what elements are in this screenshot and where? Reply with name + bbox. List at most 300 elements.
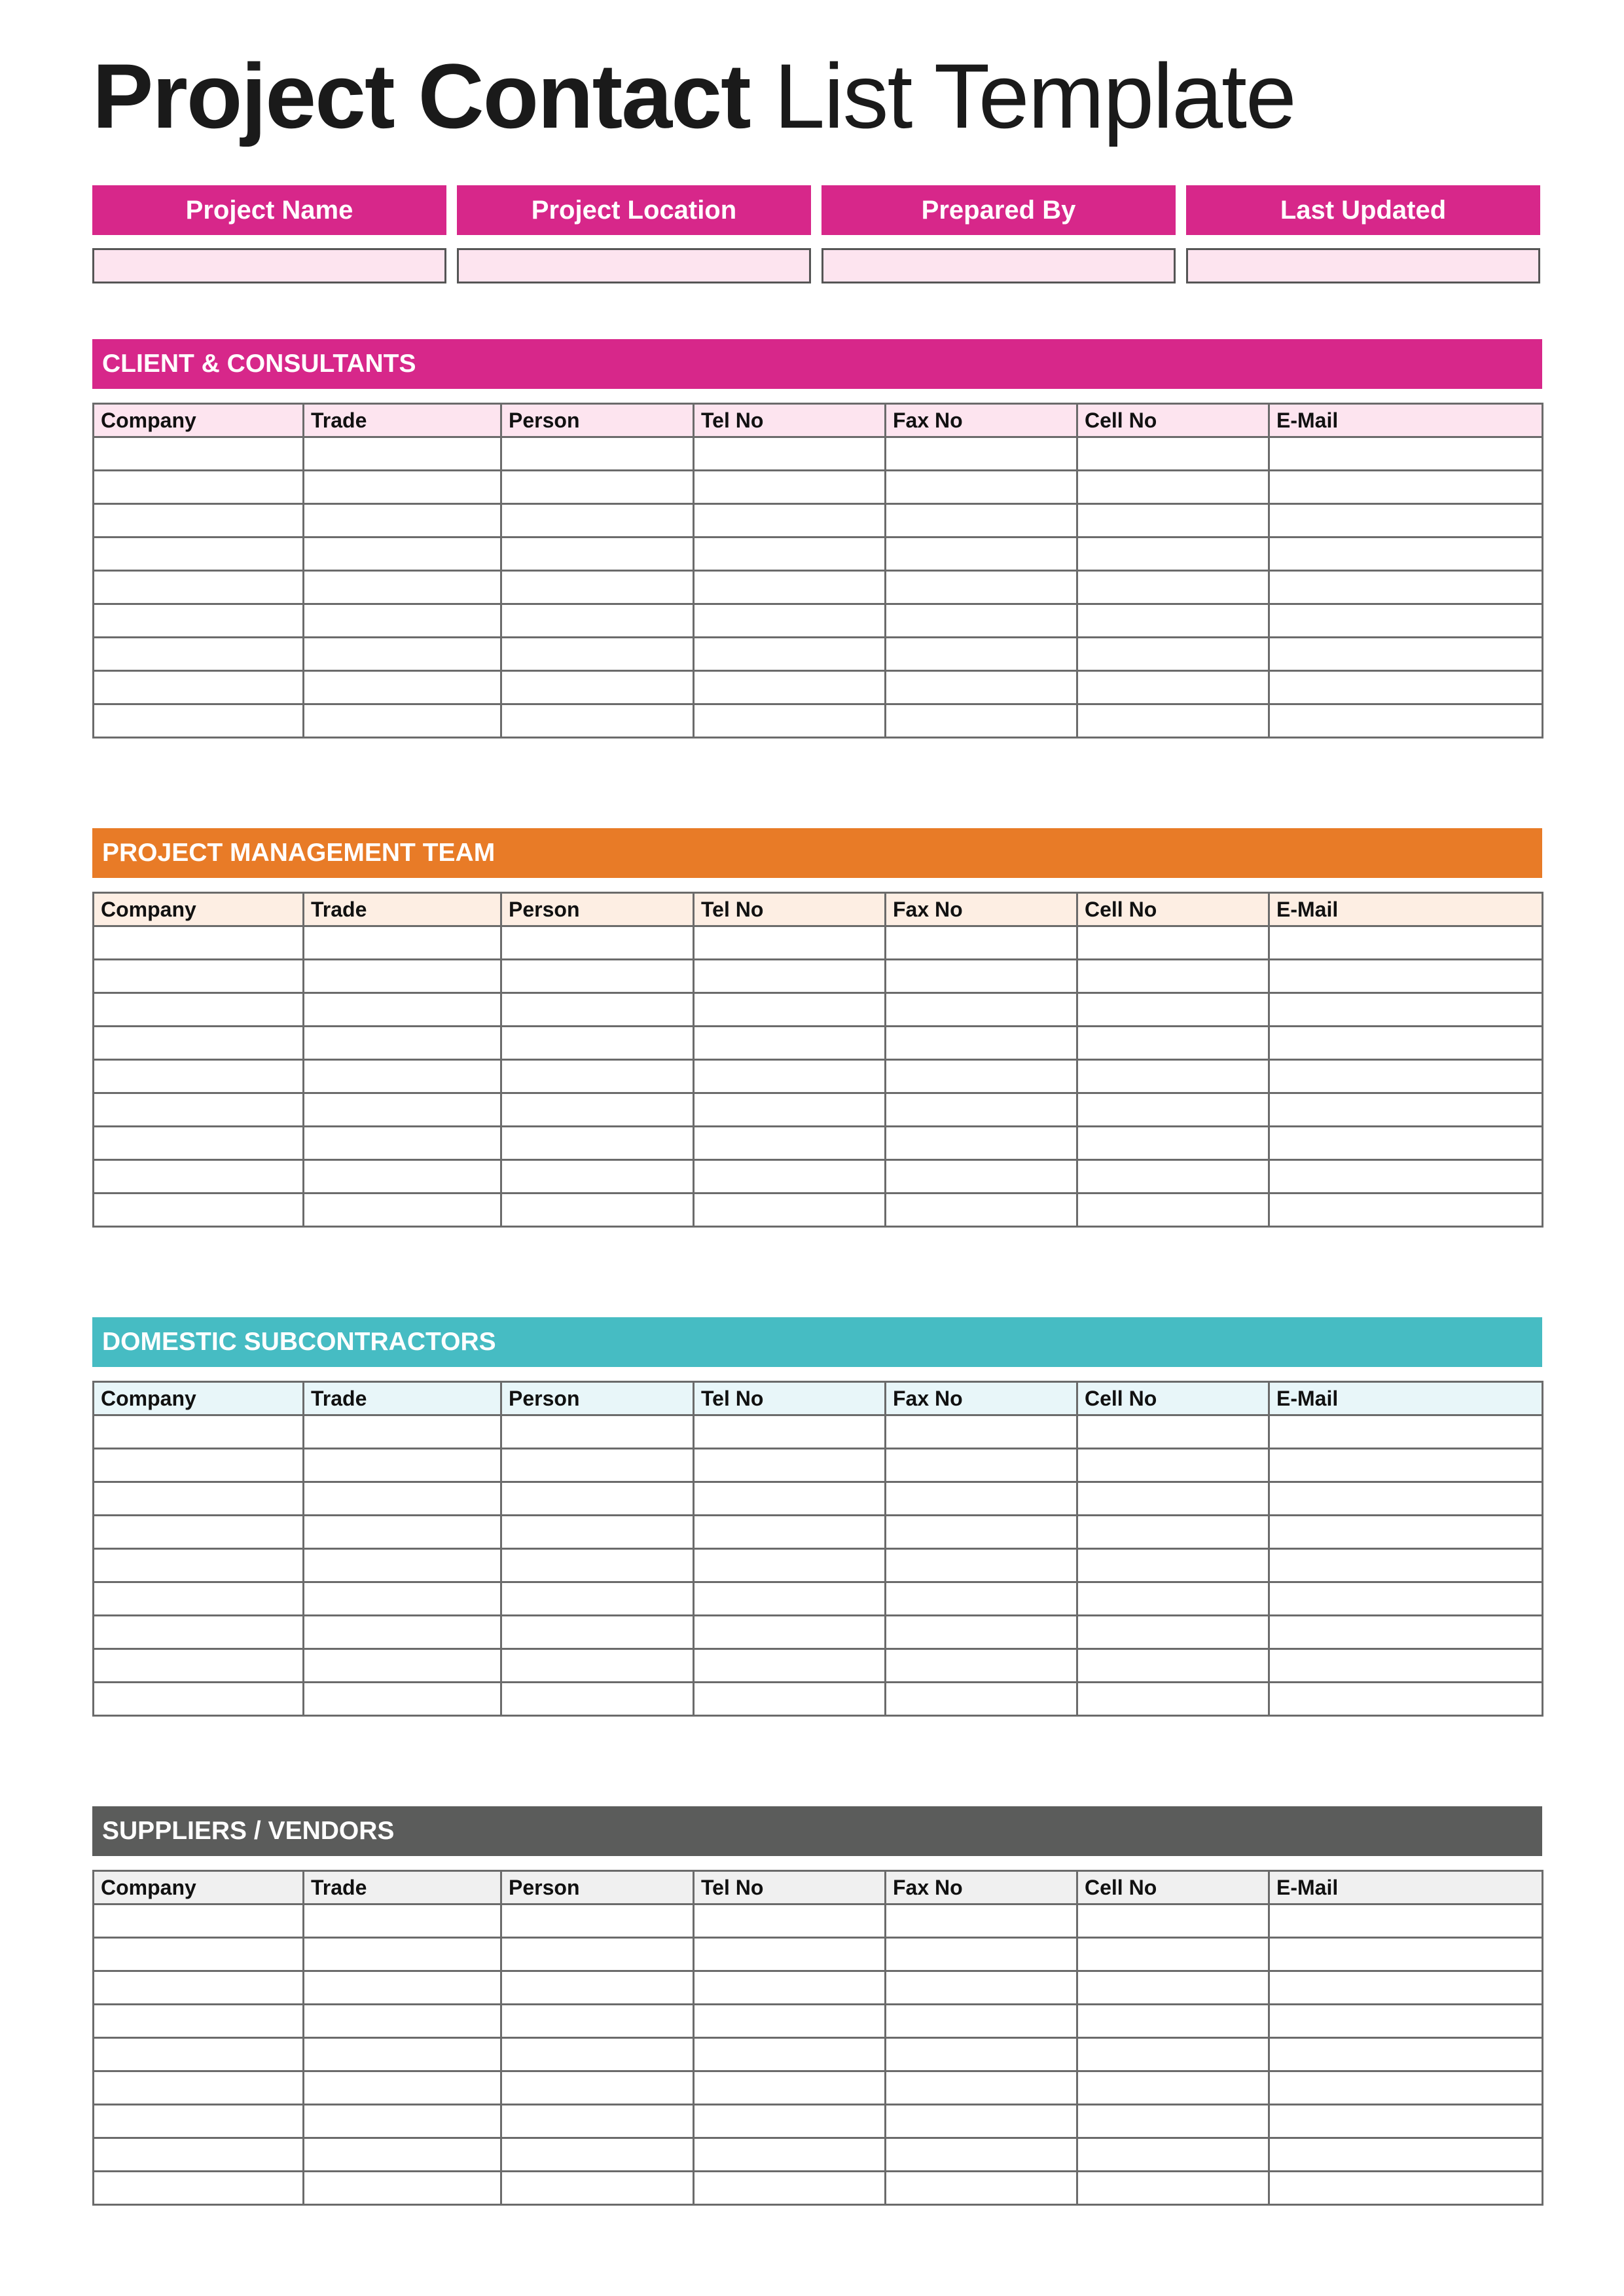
table-cell[interactable] bbox=[501, 1616, 694, 1649]
column-header: Cell No bbox=[1077, 893, 1269, 926]
column-header: Company bbox=[94, 1382, 304, 1415]
table-cell[interactable] bbox=[886, 2138, 1077, 2172]
table-cell[interactable] bbox=[1077, 2038, 1269, 2071]
table-cell[interactable] bbox=[886, 1904, 1077, 1938]
contact-table bbox=[92, 1870, 1543, 2206]
table-cell[interactable] bbox=[694, 1415, 886, 1449]
column-header: Cell No bbox=[1077, 1871, 1269, 1904]
table-cell[interactable] bbox=[1269, 471, 1543, 504]
table-cell[interactable] bbox=[886, 1649, 1077, 1683]
table-cell[interactable] bbox=[886, 571, 1077, 604]
table-cell[interactable] bbox=[304, 1027, 501, 1060]
table-cell[interactable] bbox=[501, 471, 694, 504]
table-cell[interactable] bbox=[1269, 1938, 1543, 1971]
table-cell[interactable] bbox=[1269, 1093, 1543, 1127]
table-cell[interactable] bbox=[694, 2071, 886, 2105]
table-cell[interactable] bbox=[886, 2005, 1077, 2038]
table-cell[interactable] bbox=[694, 1127, 886, 1160]
table-cell[interactable] bbox=[304, 471, 501, 504]
prepared-by-field[interactable] bbox=[821, 248, 1176, 283]
table-cell[interactable] bbox=[501, 2038, 694, 2071]
table-cell[interactable] bbox=[94, 1516, 304, 1549]
table-cell[interactable] bbox=[1269, 2105, 1543, 2138]
table-cell[interactable] bbox=[304, 2172, 501, 2205]
table-cell[interactable] bbox=[304, 604, 501, 638]
table-cell[interactable] bbox=[501, 1482, 694, 1516]
table-cell[interactable] bbox=[94, 960, 304, 993]
table-cell[interactable] bbox=[1077, 1127, 1269, 1160]
table-cell[interactable] bbox=[694, 960, 886, 993]
table-cell[interactable] bbox=[94, 2138, 304, 2172]
table-cell[interactable] bbox=[501, 504, 694, 538]
table-cell[interactable] bbox=[1077, 1060, 1269, 1093]
meta-label: Prepared By bbox=[821, 185, 1176, 235]
table-cell[interactable] bbox=[886, 538, 1077, 571]
table-cell[interactable] bbox=[94, 2071, 304, 2105]
table-cell[interactable] bbox=[694, 1482, 886, 1516]
table-cell[interactable] bbox=[304, 960, 501, 993]
table-cell[interactable] bbox=[501, 2172, 694, 2205]
table-cell[interactable] bbox=[886, 2071, 1077, 2105]
table-cell[interactable] bbox=[94, 2172, 304, 2205]
title-light: List Template bbox=[774, 45, 1295, 147]
table-cell[interactable] bbox=[501, 1127, 694, 1160]
table-cell[interactable] bbox=[501, 993, 694, 1027]
table-cell[interactable] bbox=[1269, 1060, 1543, 1093]
table-cell[interactable] bbox=[304, 1160, 501, 1194]
table-cell[interactable] bbox=[304, 504, 501, 538]
meta-label: Last Updated bbox=[1186, 185, 1540, 235]
table-cell[interactable] bbox=[94, 1027, 304, 1060]
project-info bbox=[92, 185, 1542, 287]
table-row bbox=[94, 1649, 1543, 1683]
table-cell[interactable] bbox=[304, 1971, 501, 2005]
table-cell[interactable] bbox=[501, 926, 694, 960]
table-cell[interactable] bbox=[1269, 1027, 1543, 1060]
table-cell[interactable] bbox=[694, 1549, 886, 1582]
table-cell[interactable] bbox=[694, 1194, 886, 1227]
table-cell[interactable] bbox=[304, 1549, 501, 1582]
table-cell[interactable] bbox=[94, 1683, 304, 1716]
table-cell[interactable] bbox=[1077, 671, 1269, 704]
table-cell[interactable] bbox=[694, 1582, 886, 1616]
table-cell[interactable] bbox=[94, 1160, 304, 1194]
table-cell[interactable] bbox=[304, 2071, 501, 2105]
table-row bbox=[94, 2038, 1543, 2071]
table-cell[interactable] bbox=[94, 1938, 304, 1971]
table-cell[interactable] bbox=[886, 2172, 1077, 2205]
table-cell[interactable] bbox=[1269, 638, 1543, 671]
column-header: Tel No bbox=[694, 1382, 886, 1415]
table-cell[interactable] bbox=[501, 704, 694, 738]
table-cell[interactable] bbox=[501, 960, 694, 993]
table-cell[interactable] bbox=[694, 1904, 886, 1938]
project-name-field[interactable] bbox=[92, 248, 446, 283]
table-cell[interactable] bbox=[694, 471, 886, 504]
table-cell[interactable] bbox=[1269, 704, 1543, 738]
table-cell[interactable] bbox=[694, 1616, 886, 1649]
table-cell[interactable] bbox=[886, 471, 1077, 504]
table-cell[interactable] bbox=[94, 1449, 304, 1482]
table-cell[interactable] bbox=[1077, 1549, 1269, 1582]
table-cell[interactable] bbox=[501, 1971, 694, 2005]
table-cell[interactable] bbox=[501, 538, 694, 571]
table-cell[interactable] bbox=[1077, 1971, 1269, 2005]
table-cell[interactable] bbox=[1269, 1415, 1543, 1449]
table-cell[interactable] bbox=[501, 638, 694, 671]
table-cell[interactable] bbox=[1269, 571, 1543, 604]
column-header: Company bbox=[94, 404, 304, 437]
table-cell[interactable] bbox=[694, 571, 886, 604]
table-cell[interactable] bbox=[501, 437, 694, 471]
table-cell[interactable] bbox=[1269, 1904, 1543, 1938]
table-cell[interactable] bbox=[886, 1127, 1077, 1160]
table-cell[interactable] bbox=[94, 1093, 304, 1127]
table-cell[interactable] bbox=[304, 1516, 501, 1549]
table-cell[interactable] bbox=[694, 671, 886, 704]
table-cell[interactable] bbox=[1077, 471, 1269, 504]
table-cell[interactable] bbox=[304, 2005, 501, 2038]
table-cell[interactable] bbox=[94, 1127, 304, 1160]
project-location-field[interactable] bbox=[457, 248, 811, 283]
table-cell[interactable] bbox=[694, 1027, 886, 1060]
section-title: DOMESTIC SUBCONTRACTORS bbox=[92, 1317, 1542, 1367]
table-cell[interactable] bbox=[694, 2105, 886, 2138]
column-header: E-Mail bbox=[1269, 1382, 1543, 1415]
table-cell[interactable] bbox=[501, 1683, 694, 1716]
table-cell[interactable] bbox=[1269, 604, 1543, 638]
last-updated-field[interactable] bbox=[1186, 248, 1540, 283]
column-header: Trade bbox=[304, 404, 501, 437]
table-cell[interactable] bbox=[1269, 2071, 1543, 2105]
table-cell[interactable] bbox=[1077, 1683, 1269, 1716]
column-header: Trade bbox=[304, 1871, 501, 1904]
table-cell[interactable] bbox=[304, 926, 501, 960]
table-cell[interactable] bbox=[94, 638, 304, 671]
table-cell[interactable] bbox=[694, 1160, 886, 1194]
table-cell[interactable] bbox=[304, 571, 501, 604]
table-row bbox=[94, 1415, 1543, 1449]
table-cell[interactable] bbox=[1077, 2071, 1269, 2105]
table-cell[interactable] bbox=[886, 1516, 1077, 1549]
table-cell[interactable] bbox=[1269, 2138, 1543, 2172]
table-cell[interactable] bbox=[694, 437, 886, 471]
table-cell[interactable] bbox=[501, 671, 694, 704]
table-cell[interactable] bbox=[694, 538, 886, 571]
table-cell[interactable] bbox=[94, 471, 304, 504]
table-cell[interactable] bbox=[694, 1093, 886, 1127]
table-cell[interactable] bbox=[694, 1938, 886, 1971]
table-cell[interactable] bbox=[94, 1904, 304, 1938]
table-cell[interactable] bbox=[694, 2172, 886, 2205]
table-cell[interactable] bbox=[304, 1482, 501, 1516]
table-cell[interactable] bbox=[1269, 1971, 1543, 2005]
table-cell[interactable] bbox=[694, 604, 886, 638]
table-cell[interactable] bbox=[94, 2038, 304, 2071]
table-cell[interactable] bbox=[304, 1415, 501, 1449]
table-cell[interactable] bbox=[694, 1060, 886, 1093]
table-cell[interactable] bbox=[1077, 926, 1269, 960]
table-header-row bbox=[94, 404, 1543, 437]
table-cell[interactable] bbox=[501, 1194, 694, 1227]
table-cell[interactable] bbox=[886, 1971, 1077, 2005]
table-cell[interactable] bbox=[694, 926, 886, 960]
column-header: Person bbox=[501, 1871, 694, 1904]
table-cell[interactable] bbox=[94, 538, 304, 571]
table-cell[interactable] bbox=[304, 1938, 501, 1971]
table-cell[interactable] bbox=[1269, 960, 1543, 993]
table-cell[interactable] bbox=[304, 704, 501, 738]
column-header: Person bbox=[501, 1382, 694, 1415]
table-cell[interactable] bbox=[1077, 1516, 1269, 1549]
table-cell[interactable] bbox=[1269, 1449, 1543, 1482]
table-cell[interactable] bbox=[1077, 1449, 1269, 1482]
table-cell[interactable] bbox=[694, 504, 886, 538]
table-cell[interactable] bbox=[501, 1449, 694, 1482]
table-cell[interactable] bbox=[1077, 1093, 1269, 1127]
table-cell[interactable] bbox=[304, 1060, 501, 1093]
table-cell[interactable] bbox=[94, 704, 304, 738]
table-cell[interactable] bbox=[501, 2005, 694, 2038]
table-cell[interactable] bbox=[886, 1582, 1077, 1616]
table-cell[interactable] bbox=[1077, 704, 1269, 738]
table-cell[interactable] bbox=[1269, 2005, 1543, 2038]
table-row bbox=[94, 1060, 1543, 1093]
table-cell[interactable] bbox=[1077, 437, 1269, 471]
table-cell[interactable] bbox=[886, 1027, 1077, 1060]
table-cell[interactable] bbox=[304, 1904, 501, 1938]
table-cell[interactable] bbox=[94, 604, 304, 638]
table-cell[interactable] bbox=[1077, 2105, 1269, 2138]
table-cell[interactable] bbox=[1077, 2138, 1269, 2172]
table-cell[interactable] bbox=[1077, 1482, 1269, 1516]
table-cell[interactable] bbox=[886, 1160, 1077, 1194]
table-cell[interactable] bbox=[1077, 1616, 1269, 1649]
contact-table bbox=[92, 1381, 1543, 1717]
table-cell[interactable] bbox=[1269, 1516, 1543, 1549]
table-cell[interactable] bbox=[1077, 538, 1269, 571]
table-cell[interactable] bbox=[886, 1449, 1077, 1482]
section-title: PROJECT MANAGEMENT TEAM bbox=[92, 828, 1542, 878]
table-cell[interactable] bbox=[1077, 1582, 1269, 1616]
table-cell[interactable] bbox=[1269, 671, 1543, 704]
table-cell[interactable] bbox=[1077, 960, 1269, 993]
table-cell[interactable] bbox=[94, 1194, 304, 1227]
table-cell[interactable] bbox=[501, 1904, 694, 1938]
table-cell[interactable] bbox=[1077, 504, 1269, 538]
table-cell[interactable] bbox=[1077, 2172, 1269, 2205]
table-row bbox=[94, 1127, 1543, 1160]
table-cell[interactable] bbox=[694, 704, 886, 738]
table-header-row bbox=[94, 1382, 1543, 1415]
table-row bbox=[94, 1683, 1543, 1716]
table-cell[interactable] bbox=[694, 993, 886, 1027]
table-cell[interactable] bbox=[1269, 1683, 1543, 1716]
table-cell[interactable] bbox=[886, 2105, 1077, 2138]
table-row bbox=[94, 960, 1543, 993]
table-cell[interactable] bbox=[1077, 1938, 1269, 1971]
table-cell[interactable] bbox=[886, 1415, 1077, 1449]
table-cell[interactable] bbox=[94, 1415, 304, 1449]
table-cell[interactable] bbox=[1077, 2005, 1269, 2038]
table-cell[interactable] bbox=[1077, 1415, 1269, 1449]
table-row bbox=[94, 1616, 1543, 1649]
table-cell[interactable] bbox=[304, 2105, 501, 2138]
table-cell[interactable] bbox=[886, 604, 1077, 638]
table-cell[interactable] bbox=[694, 2005, 886, 2038]
table-cell[interactable] bbox=[886, 704, 1077, 738]
table-cell[interactable] bbox=[501, 1060, 694, 1093]
table-cell[interactable] bbox=[304, 1194, 501, 1227]
table-cell[interactable] bbox=[501, 1582, 694, 1616]
table-cell[interactable] bbox=[94, 1549, 304, 1582]
table-row bbox=[94, 1093, 1543, 1127]
table-cell[interactable] bbox=[886, 1093, 1077, 1127]
meta-last-updated bbox=[1186, 185, 1540, 283]
table-cell[interactable] bbox=[886, 1683, 1077, 1716]
table-cell[interactable] bbox=[501, 571, 694, 604]
table-cell[interactable] bbox=[694, 1449, 886, 1482]
table-cell[interactable] bbox=[501, 1093, 694, 1127]
table-cell[interactable] bbox=[1077, 1194, 1269, 1227]
table-cell[interactable] bbox=[94, 1582, 304, 1616]
table-cell[interactable] bbox=[501, 1027, 694, 1060]
table-cell[interactable] bbox=[1077, 1160, 1269, 1194]
table-cell[interactable] bbox=[1269, 1649, 1543, 1683]
table-cell[interactable] bbox=[1269, 1616, 1543, 1649]
table-cell[interactable] bbox=[94, 926, 304, 960]
table-cell[interactable] bbox=[694, 1971, 886, 2005]
table-row bbox=[94, 1904, 1543, 1938]
table-cell[interactable] bbox=[94, 504, 304, 538]
table-cell[interactable] bbox=[94, 571, 304, 604]
table-cell[interactable] bbox=[501, 604, 694, 638]
table-cell[interactable] bbox=[304, 993, 501, 1027]
contact-table bbox=[92, 403, 1543, 738]
table-cell[interactable] bbox=[94, 1616, 304, 1649]
table-cell[interactable] bbox=[1269, 1160, 1543, 1194]
table-cell[interactable] bbox=[304, 2138, 501, 2172]
table-cell[interactable] bbox=[501, 1938, 694, 1971]
table-cell[interactable] bbox=[1077, 604, 1269, 638]
table-cell[interactable] bbox=[694, 638, 886, 671]
table-cell[interactable] bbox=[1269, 504, 1543, 538]
table-cell[interactable] bbox=[304, 2038, 501, 2071]
table-cell[interactable] bbox=[886, 926, 1077, 960]
table-cell[interactable] bbox=[886, 1060, 1077, 1093]
table-cell[interactable] bbox=[304, 638, 501, 671]
table-cell[interactable] bbox=[694, 1683, 886, 1716]
table-cell[interactable] bbox=[886, 437, 1077, 471]
table-cell[interactable] bbox=[886, 1549, 1077, 1582]
table-cell[interactable] bbox=[886, 504, 1077, 538]
table-cell[interactable] bbox=[94, 1060, 304, 1093]
table-cell[interactable] bbox=[304, 1616, 501, 1649]
table-cell[interactable] bbox=[501, 1549, 694, 1582]
table-cell[interactable] bbox=[94, 2005, 304, 2038]
table-cell[interactable] bbox=[1269, 1549, 1543, 1582]
table-cell[interactable] bbox=[1269, 926, 1543, 960]
table-cell[interactable] bbox=[304, 538, 501, 571]
table-cell[interactable] bbox=[1269, 538, 1543, 571]
table-cell[interactable] bbox=[1077, 638, 1269, 671]
table-cell[interactable] bbox=[1077, 571, 1269, 604]
table-cell[interactable] bbox=[1077, 1027, 1269, 1060]
column-header: Trade bbox=[304, 893, 501, 926]
table-cell[interactable] bbox=[304, 1649, 501, 1683]
table-cell[interactable] bbox=[94, 2105, 304, 2138]
table-cell[interactable] bbox=[94, 1649, 304, 1683]
table-cell[interactable] bbox=[886, 2038, 1077, 2071]
table-cell[interactable] bbox=[1269, 1482, 1543, 1516]
meta-project-location bbox=[457, 185, 811, 283]
table-row bbox=[94, 1160, 1543, 1194]
table-cell[interactable] bbox=[886, 1938, 1077, 1971]
table-row bbox=[94, 1938, 1543, 1971]
table-cell[interactable] bbox=[1269, 437, 1543, 471]
table-cell[interactable] bbox=[94, 437, 304, 471]
table-cell[interactable] bbox=[304, 671, 501, 704]
table-header-row bbox=[94, 1871, 1543, 1904]
table-cell[interactable] bbox=[1269, 2038, 1543, 2071]
table-cell[interactable] bbox=[304, 1127, 501, 1160]
table-cell[interactable] bbox=[501, 1160, 694, 1194]
table-row bbox=[94, 2138, 1543, 2172]
table-cell[interactable] bbox=[1269, 2172, 1543, 2205]
table-cell[interactable] bbox=[1269, 993, 1543, 1027]
table-cell[interactable] bbox=[94, 1971, 304, 2005]
table-cell[interactable] bbox=[1269, 1127, 1543, 1160]
table-cell[interactable] bbox=[94, 993, 304, 1027]
table-cell[interactable] bbox=[886, 960, 1077, 993]
table-cell[interactable] bbox=[501, 2105, 694, 2138]
table-cell[interactable] bbox=[304, 1093, 501, 1127]
table-cell[interactable] bbox=[501, 1415, 694, 1449]
table-cell[interactable] bbox=[304, 437, 501, 471]
table-cell[interactable] bbox=[304, 1683, 501, 1716]
table-cell[interactable] bbox=[94, 1482, 304, 1516]
column-header: Trade bbox=[304, 1382, 501, 1415]
table-cell[interactable] bbox=[1077, 1904, 1269, 1938]
table-cell[interactable] bbox=[886, 1194, 1077, 1227]
table-cell[interactable] bbox=[1077, 1649, 1269, 1683]
table-cell[interactable] bbox=[694, 2138, 886, 2172]
table-cell[interactable] bbox=[1077, 993, 1269, 1027]
table-cell[interactable] bbox=[304, 1449, 501, 1482]
table-cell[interactable] bbox=[1269, 1194, 1543, 1227]
table-cell[interactable] bbox=[94, 671, 304, 704]
table-cell[interactable] bbox=[886, 1616, 1077, 1649]
table-cell[interactable] bbox=[694, 1516, 886, 1549]
table-cell[interactable] bbox=[1269, 1582, 1543, 1616]
column-header: Tel No bbox=[694, 893, 886, 926]
table-cell[interactable] bbox=[501, 2071, 694, 2105]
table-cell[interactable] bbox=[501, 1516, 694, 1549]
table-cell[interactable] bbox=[694, 2038, 886, 2071]
table-cell[interactable] bbox=[886, 1482, 1077, 1516]
table-row bbox=[94, 471, 1543, 504]
table-cell[interactable] bbox=[694, 1649, 886, 1683]
table-cell[interactable] bbox=[886, 638, 1077, 671]
column-header: Tel No bbox=[694, 404, 886, 437]
table-cell[interactable] bbox=[304, 1582, 501, 1616]
column-header: Cell No bbox=[1077, 1382, 1269, 1415]
table-cell[interactable] bbox=[501, 1649, 694, 1683]
table-cell[interactable] bbox=[886, 671, 1077, 704]
table-cell[interactable] bbox=[886, 993, 1077, 1027]
table-row bbox=[94, 704, 1543, 738]
table-cell[interactable] bbox=[501, 2138, 694, 2172]
